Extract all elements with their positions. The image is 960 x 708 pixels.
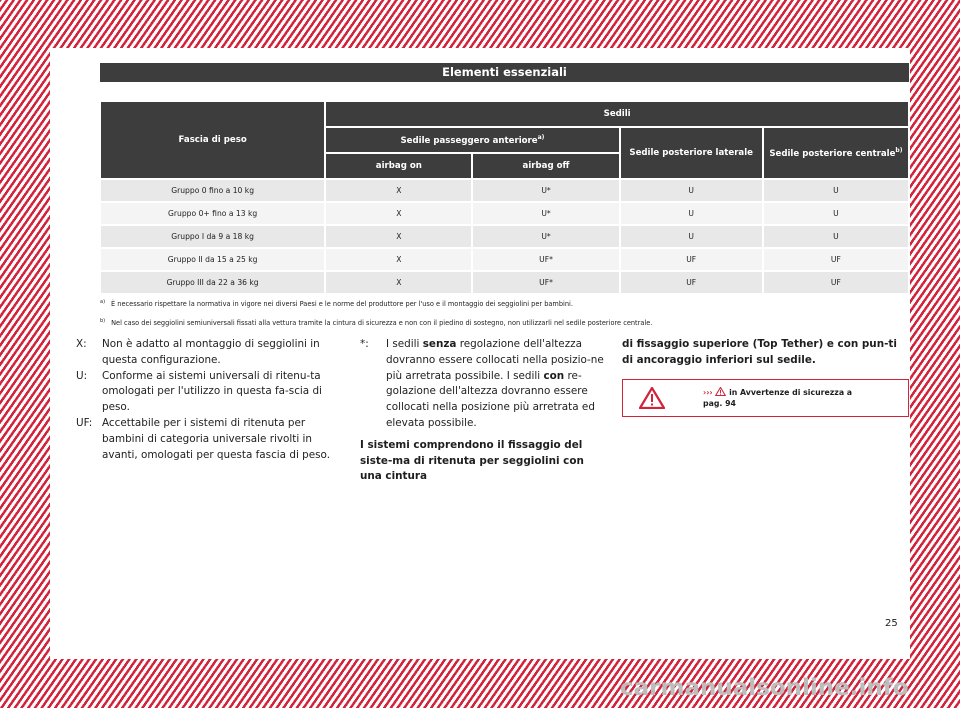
star-text-senza: senza bbox=[422, 338, 457, 350]
child-seat-table bbox=[100, 100, 909, 295]
footnote-a-mark: a) bbox=[100, 299, 106, 305]
star-text-mid: regolazione dell'altezza dovranno essere collocati nella posizio-ne più arretrata possibile. I sedili bbox=[386, 338, 604, 382]
legend-item-u bbox=[76, 369, 341, 416]
footnote-b-mark: b) bbox=[100, 318, 106, 324]
cell-rear-side: UF bbox=[620, 249, 763, 270]
legend-item-uf bbox=[76, 416, 341, 463]
header-front-seat bbox=[325, 128, 619, 152]
warning-ref-line1: in Avvertenze di sicurezza a bbox=[726, 388, 853, 397]
cell-airbag-off: UF* bbox=[472, 272, 619, 293]
warning-triangle-icon bbox=[639, 387, 665, 409]
cell-airbag-on: X bbox=[325, 272, 472, 293]
legend-key: UF: bbox=[76, 416, 93, 429]
legend-column-1 bbox=[76, 337, 341, 463]
header-rear-side: Sedile posteriore laterale bbox=[620, 128, 763, 178]
table-row bbox=[100, 249, 909, 270]
small-warning-icon bbox=[715, 387, 726, 396]
footnote-a-ref: a) bbox=[537, 134, 545, 142]
warning-ref-line2: pag. 94 bbox=[703, 399, 736, 408]
cell-rear-center: U bbox=[763, 226, 909, 247]
table-row bbox=[100, 226, 909, 247]
cell-group: Gruppo III da 22 a 36 kg bbox=[100, 272, 325, 293]
header-airbag-on: airbag on bbox=[325, 154, 472, 178]
footnote-b bbox=[100, 317, 909, 328]
header-seats: Sedili bbox=[325, 102, 909, 126]
cell-rear-center: UF bbox=[763, 272, 909, 293]
star-text-post: re-golazione dell'altezza dovranno essere collocati nella posizione più arretrata ed elevata possibile. bbox=[386, 369, 595, 429]
arrows-icon: ››› bbox=[703, 388, 713, 397]
legend-text: Accettabile per i sistemi di ritenuta per bambini di categoria universale rivolti in avanti, omologati per questa fascia di peso. bbox=[102, 416, 331, 461]
systems-text-a: I sistemi comprendono il fissaggio del siste-ma di ritenuta per seggiolini con una cintura bbox=[360, 438, 584, 483]
cell-airbag-on: X bbox=[325, 249, 472, 270]
cell-group: Gruppo 0 fino a 10 kg bbox=[100, 180, 325, 201]
cell-rear-center: U bbox=[763, 180, 909, 201]
systems-text-b: di fissaggio superiore (Top Tether) e con pun-ti di ancoraggio inferiori sul sedile. bbox=[622, 338, 897, 366]
cell-rear-side: U bbox=[620, 203, 763, 224]
cell-group: Gruppo II da 15 a 25 kg bbox=[100, 249, 325, 270]
header-rear-center-label: Sedile posteriore centrale bbox=[769, 148, 896, 159]
legend-key: X: bbox=[76, 338, 87, 350]
table-row bbox=[100, 180, 909, 201]
watermark: carmanualsonline.info bbox=[620, 675, 909, 701]
table-row bbox=[100, 272, 909, 293]
cell-airbag-on: X bbox=[325, 203, 472, 224]
cell-rear-center: UF bbox=[763, 249, 909, 270]
cell-group: Gruppo I da 9 a 18 kg bbox=[100, 226, 325, 247]
header-front-seat-label: Sedile passeggero anteriore bbox=[400, 135, 538, 146]
cell-rear-side: UF bbox=[620, 272, 763, 293]
cell-rear-side: U bbox=[620, 180, 763, 201]
legend-item-x bbox=[76, 337, 341, 369]
star-text-con: con bbox=[543, 369, 565, 382]
warning-reference[interactable] bbox=[703, 387, 852, 409]
legend-text bbox=[386, 337, 604, 432]
cell-rear-side: U bbox=[620, 226, 763, 247]
cell-rear-center: U bbox=[763, 203, 909, 224]
cell-airbag-on: X bbox=[325, 180, 472, 201]
cell-airbag-off: U* bbox=[472, 226, 619, 247]
footnote-b-ref: b) bbox=[895, 147, 903, 155]
legend-item-star bbox=[360, 337, 604, 432]
cell-airbag-off: UF* bbox=[472, 249, 619, 270]
cell-airbag-off: U* bbox=[472, 180, 619, 201]
legend-column-2 bbox=[360, 337, 604, 485]
legend-text: Conforme ai sistemi universali di ritenu-ta omologati per l'utilizzo in questa fa-scia di peso. bbox=[102, 369, 322, 414]
header-rear-center bbox=[763, 128, 909, 178]
header-airbag-off: airbag off bbox=[472, 154, 619, 178]
footnote-b-text: Nel caso dei seggiolini semiuniversali fissati alla vettura tramite la cintura di sicurezza e non con il piedino di sostegno, non utilizzarli nel sedile posteriore centrale. bbox=[111, 319, 653, 328]
star-text-pre: I sedili bbox=[386, 338, 423, 350]
header-weight-class: Fascia di peso bbox=[100, 102, 325, 178]
page-number: 25 bbox=[885, 618, 898, 629]
page bbox=[50, 48, 910, 659]
cell-airbag-off: U* bbox=[472, 203, 619, 224]
cell-airbag-on: X bbox=[325, 226, 472, 247]
section-title: Elementi essenziali bbox=[100, 63, 909, 82]
legend-key: *: bbox=[360, 338, 369, 350]
legend-text: Non è adatto al montaggio di seggiolini in questa configurazione. bbox=[102, 338, 320, 366]
warning-box bbox=[622, 379, 909, 417]
legend-key: U: bbox=[76, 369, 88, 382]
cell-group: Gruppo 0+ fino a 13 kg bbox=[100, 203, 325, 224]
footnote-a bbox=[100, 298, 909, 309]
table-row bbox=[100, 203, 909, 224]
footnote-a-text: È necessario rispettare la normativa in vigore nei diversi Paesi e le norme del produttore per l'uso e il montaggio dei seggiolini per bambini. bbox=[111, 300, 573, 309]
